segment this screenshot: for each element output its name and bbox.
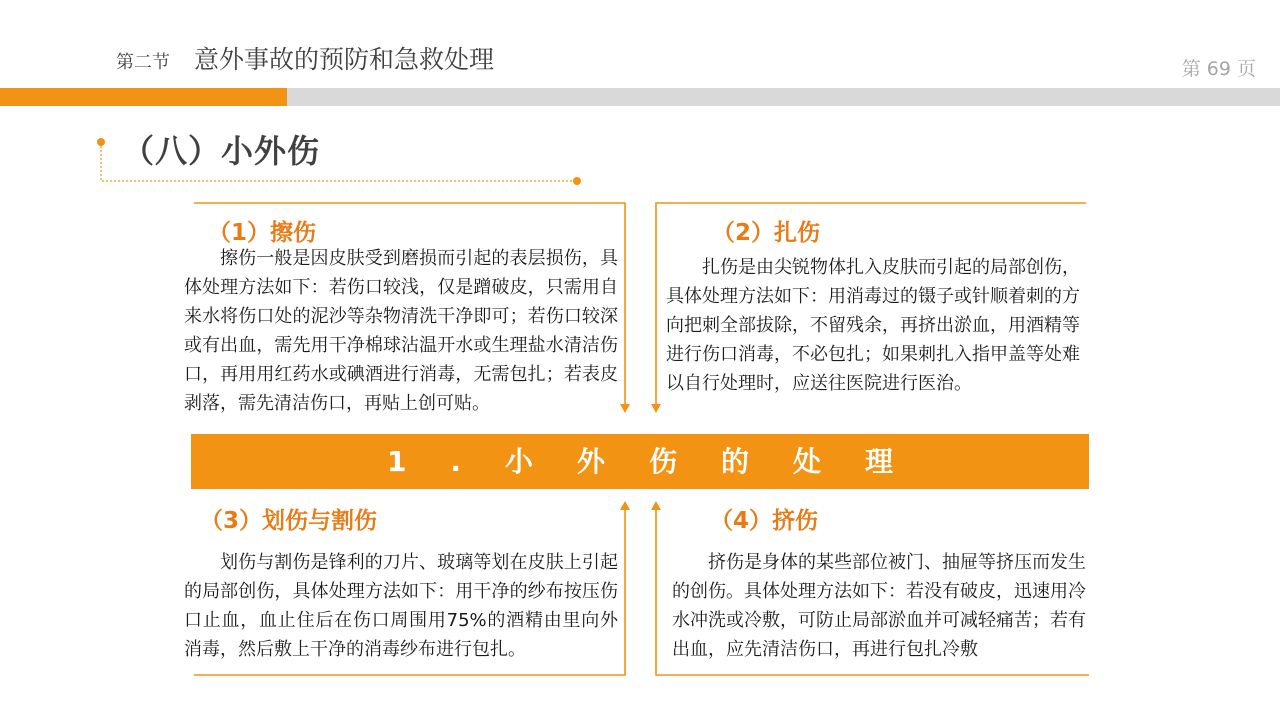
center-banner (191, 434, 1089, 489)
box2-arrow-icon (651, 404, 661, 413)
box2-body: 扎伤是由尖锐物体扎入皮肤而引起的局部创伤，具体处理方法如下：用消毒过的镊子或针顺着刺的方向把刺全部拔除，不留残余，再挤出淤血，用酒精等进行伤口消毒，不必包扎；如果刺扎入指甲盖等处难以自行处理时，应送往医院进行医治。 (666, 257, 1080, 394)
box4-arrow-icon (651, 501, 661, 510)
box3-heading: （3）划伤与割伤 (200, 508, 378, 534)
box3-arrow-icon (620, 501, 630, 510)
title-underline (101, 142, 577, 181)
section-label: 第二节 (116, 52, 170, 73)
banner-text: 1.小外伤的处理 (386, 445, 938, 478)
page-title: 意外事故的预防和急救处理 (194, 45, 495, 74)
box4-heading: （4）挤伤 (710, 508, 819, 534)
section-title: （八）小外伤 (122, 132, 321, 170)
box3-body: 划伤与割伤是锋利的刀片、玻璃等划在皮肤上引起的局部创伤，具体处理方法如下：用干净的纱布按压伤口止血，血止住后在伤口周围用75%的酒精由里向外消毒，然后敷上干净的消毒纱布进行包扎。 (184, 552, 618, 660)
box4-body: 挤伤是身体的某些部位被门、抽屉等挤压而发生的创伤。具体处理方法如下：若没有破皮，迅速用冷水冲洗或冷敷，可防止局部淤血并可减轻痛苦；若有出血，应先清洁伤口，再进行包扎冷敷 (672, 552, 1086, 660)
page-number: 第 69 页 (1181, 58, 1256, 80)
box1-heading: （1）擦伤 (208, 220, 317, 246)
box1-arrow-icon (620, 404, 630, 413)
box2-heading: （2）扎伤 (712, 220, 821, 246)
box1-body: 擦伤一般是因皮肤受到磨损而引起的表层损伤，具体处理方法如下：若伤口较浅，仅是蹭破皮，只需用自来水将伤口处的泥沙等杂物清洗干净即可；若伤口较深或有出血，需先用干净棉球沾温开水或生理盐水清洁伤口，再用用红药水或碘酒进行消毒，无需包扎；若表皮剥落，需先清洁伤口，再贴上创可贴。 (184, 248, 618, 414)
